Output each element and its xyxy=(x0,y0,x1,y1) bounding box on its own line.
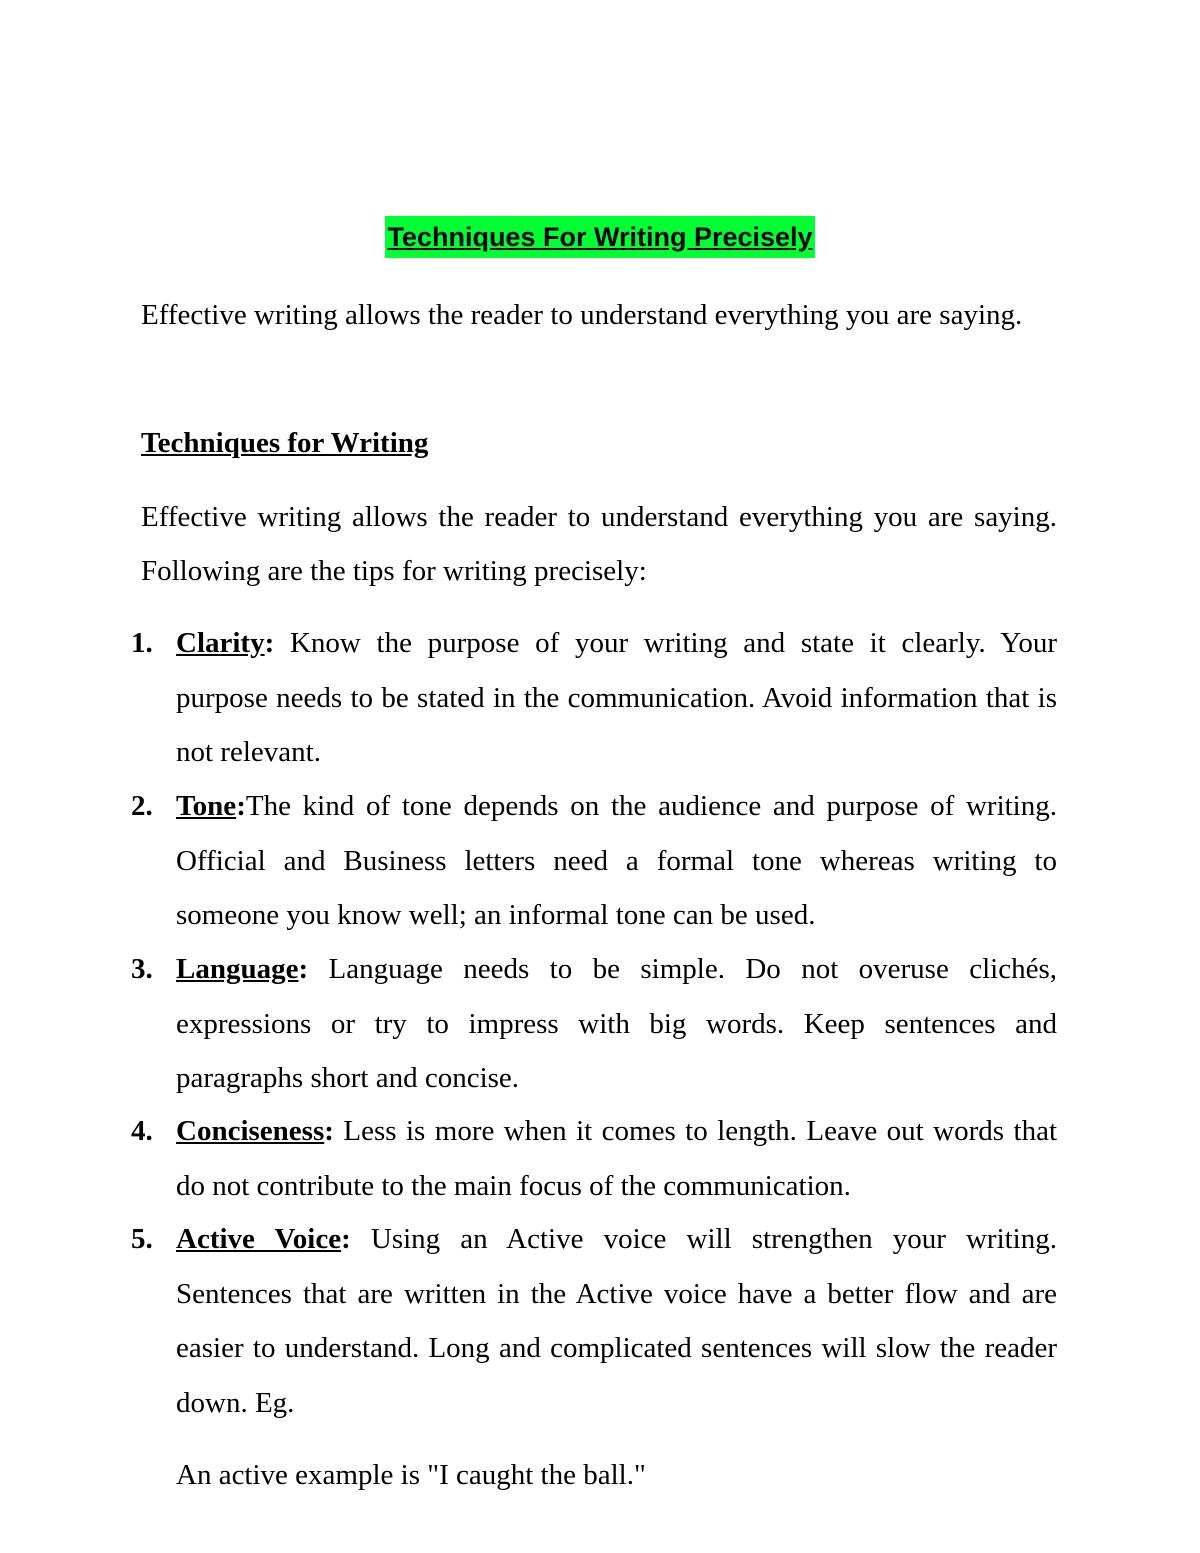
list-item-colon: : xyxy=(341,1223,351,1255)
list-item-number: 2. xyxy=(131,790,153,822)
list-item-text: Know the purpose of your writing and state it clearly. Your purpose needs to be stated in the communication. Avoid information that is not relevant. xyxy=(176,627,1057,768)
example-sentence: An active example is "I caught the ball." xyxy=(176,1459,646,1491)
list-item xyxy=(176,779,1057,943)
section-intro-paragraph: Effective writing allows the reader to understand everything you are saying. Following are the tips for writing precisely: xyxy=(141,501,1057,587)
list-item-term: Conciseness xyxy=(176,1115,325,1147)
section-heading: Techniques for Writing xyxy=(141,427,429,459)
list-item-number: 1. xyxy=(131,627,153,659)
list-item xyxy=(176,942,1057,1106)
list-item xyxy=(176,1104,1057,1213)
list-item-term: Active Voice xyxy=(176,1223,342,1255)
list-item xyxy=(176,616,1057,780)
list-item-text: Less is more when it comes to length. Leave out words that do not contribute to the main focus of the communication. xyxy=(176,1115,1057,1202)
list-item-colon: : xyxy=(236,790,246,822)
list-item-number: 4. xyxy=(131,1115,153,1147)
list-item-text: Using an Active voice will strengthen your writing. Sentences that are written in the Active voice have a better flow and are easier to understand. Long and complicated sentences will slow the reader down. Eg. xyxy=(176,1223,1057,1419)
list-item-colon: : xyxy=(324,1115,334,1147)
list-item-text: Language needs to be simple. Do not overuse clichés, expressions or try to impress with big words. Keep sentences and paragraphs short and concise. xyxy=(176,953,1057,1094)
list-item-term: Tone xyxy=(176,790,237,822)
list-item-colon: : xyxy=(264,627,275,659)
list-item-term: Language xyxy=(176,953,299,985)
list-item-colon: : xyxy=(298,953,309,985)
list-item-text: The kind of tone depends on the audience and purpose of writing. Official and Business letters need a formal tone whereas writing to someone you know well; an informal tone can be used. xyxy=(176,790,1057,931)
list-item-term: Clarity xyxy=(176,627,265,659)
title-container xyxy=(0,216,1200,258)
list-item xyxy=(176,1212,1057,1430)
document-title: Techniques For Writing Precisely xyxy=(385,216,814,258)
intro-paragraph: Effective writing allows the reader to understand everything you are saying. xyxy=(141,299,1023,331)
list-item-number: 3. xyxy=(131,953,153,985)
list-item-number: 5. xyxy=(131,1223,153,1255)
